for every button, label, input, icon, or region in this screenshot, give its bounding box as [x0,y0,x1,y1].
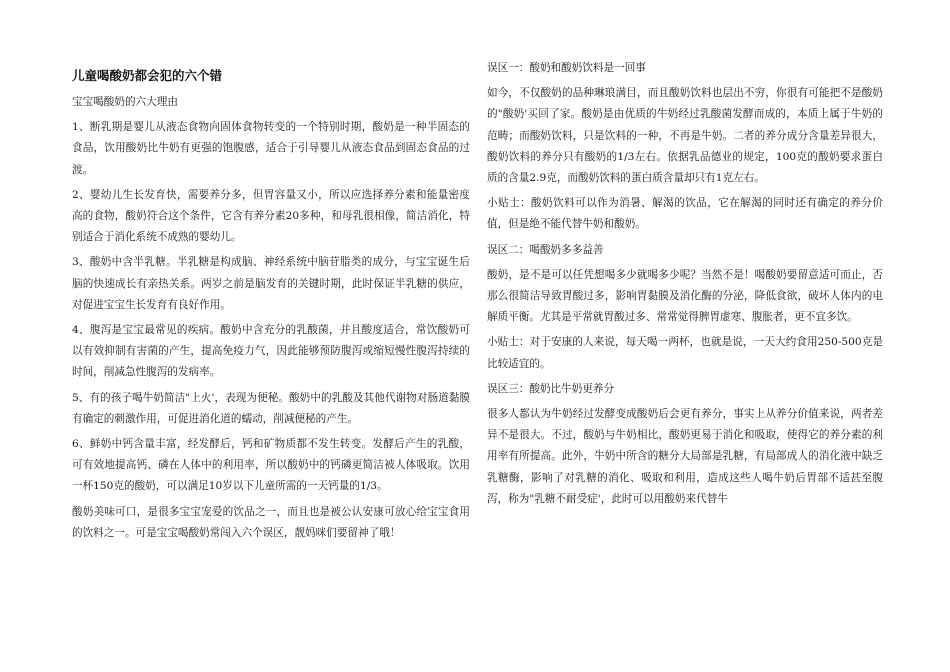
heading-mistake-2: 误区二：喝酸奶多多益善 [487,243,604,256]
paragraph-reason-5: 5、有的孩子喝牛奶简洁"上火'，表现为便秘。酸奶中的乳酸及其他代谢物对肠道黏膜有确定的刺激作用，可促进消化道的蠕动，削减便秘的产生。 [72,391,470,425]
paragraph-mistake-3: 很多人都认为牛奶经过发酵变成酸奶后会更有养分，事实上从养分价值来说，两者差异不是很大。不过，酸奶与牛奶相比，酸奶更易于消化和吸取，使得它的养分素的利用率有所提高。此外，牛奶中所含的糖分大局部是乳糖，有局部成人的消化液中缺乏乳糖酶，影响了对乳糖的消化、吸取和利用，造成这些人喝牛奶后胃部不适甚至腹泻，称为"乳糖不耐受症'，此时可以用酸奶来代替牛 [487,408,883,505]
paragraph-subheading: 宝宝喝酸奶的六大理由 [72,96,178,108]
heading-mistake-3: 误区三：酸奶比牛奶更养分 [487,382,615,395]
paragraph-mistake-2: 酸奶，是不是可以任凭想喝多少就喝多少呢？当然不是！喝酸奶要留意适可而止，否那么很简洁导致胃酸过多，影响胃黏膜及消化酶的分泌，降低食欲，破坏人体内的电解质平衡。尤其是平常就胃酸过多、常常觉得脾胃虚寒、腹胀者，更不宜多饮。 [487,268,883,324]
right-column [487,58,883,510]
paragraph-reason-1: 1、断乳期是婴儿从液态食物向固体食物转变的一个特别时期，酸奶是一种半固态的食品，饮用酸奶比牛奶有更强的饱腹感，适合于引导婴儿从液态食品到固态食品的过渡。 [72,121,470,176]
paragraph-reason-2: 2、婴幼儿生长发育快，需要养分多，但胃容量又小，所以应选择养分素和能量密度高的食物，酸奶符合这个条件，它含有养分素20多种，和母乳很相像，简洁消化，特别适合于消化系统不成熟的婴幼儿。 [72,188,470,244]
paragraph-reason-6: 6、鲜奶中钙含量丰富，经发酵后，钙和矿物质都不发生转变。发酵后产生的乳酸，可有效地提高钙、磷在人体中的利用率，所以酸奶中的钙磷更简洁被人体吸取。饮用一杯150克的酸奶，可以满足10岁以下儿童所需的一天钙量的1/3。 [72,438,470,493]
paragraph-mistake-1: 如今，不仅酸奶的品种琳琅满目，而且酸奶饮料也层出不穷，你很有可能把不是酸奶的"酸奶'买回了家。酸奶是由优质的牛奶经过乳酸菌发酵而成的，本质上属于牛奶的范畴；而酸奶饮料，只是饮料的一种，不再是牛奶。二者的养分成分含量差异很大，酸奶饮料的养分只有酸奶的1/3左右。依据乳品德业的规定，100克的酸奶要求蛋白质的含量2.9克，而酸奶饮料的蛋白质含量却只有1克左右。 [487,87,883,185]
tip-mistake-2: 小贴士：对于安康的人来说，每天喝一两杯，也就是说，一天大约食用250-500克是比较适宜的。 [487,336,883,370]
heading-mistake-1: 误区一：酸奶和酸奶饮料是一回事 [487,62,646,74]
paragraph-intro-mistakes: 酸奶美味可口，是很多宝宝宠爱的饮品之一，而且也是被公认安康可放心给宝宝食用的饮料之一。可是宝宝喝酸奶常闯入六个误区，靓妈咪们要留神了哦！ [72,505,470,539]
article-title: 儿童喝酸奶都会犯的六个错 [72,68,223,83]
tip-mistake-1: 小贴士：酸奶饮料可以作为消暑、解渴的饮品，它在解渴的同时还有确定的养分价值，但是绝不能代替牛奶和酸奶。 [487,197,883,231]
paragraph-reason-3: 3、酸奶中含半乳糖。半乳糖是构成脑、神经系统中脑苷脂类的成分，与宝宝诞生后脑的快速成长有亲热关系。两岁之前是脑发育的关键时期，此时保证半乳糖的供应，对促进宝宝生长发育有良好作用。 [72,256,470,311]
paragraph-reason-4: 4、腹泻是宝宝最常见的疾病。酸奶中含充分的乳酸菌，并且酸度适合，常饮酸奶可以有效抑制有害菌的产生，提高免疫力气，因此能够预防腹泻或缩短慢性腹泻持续的时间，削减急性腹泻的发病率。 [72,324,470,379]
left-column [72,58,470,544]
